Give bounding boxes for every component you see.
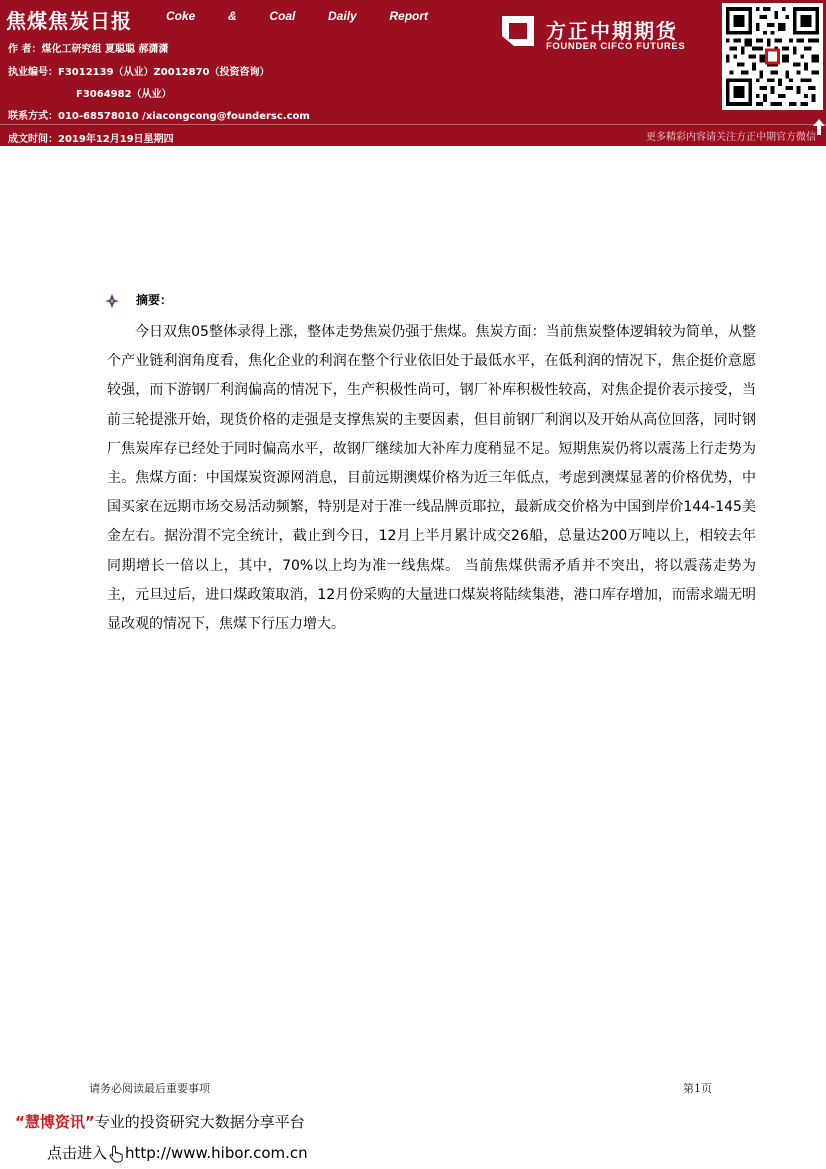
date-label: 成文时间：: [8, 134, 58, 145]
report-title: 焦煤焦炭日报: [6, 9, 132, 33]
hibor-brand: 慧博资讯: [24, 1113, 85, 1131]
license-value-1: F3012139（从业）Z0012870（投资咨询）: [58, 67, 270, 78]
date-value: 2019年12月19日星期四: [58, 134, 174, 145]
report-header: [0, 0, 826, 146]
hibor-link-line[interactable]: [47, 1142, 308, 1163]
hibor-url-link[interactable]: http://www.hibor.com.cn: [125, 1144, 308, 1162]
arrow-up-icon: [812, 118, 826, 136]
contact-line: [8, 107, 310, 122]
bullet-diamond-icon: [104, 294, 120, 308]
page-number: 第1页: [683, 1082, 712, 1095]
quote-close: ”: [84, 1113, 95, 1131]
quote-open: “: [15, 1113, 25, 1131]
license-value-2: F3064982（从业）: [76, 89, 172, 100]
header-divider: [0, 124, 826, 125]
contact-value[interactable]: 010-68578010 /xiacongcong@foundersc.com: [58, 111, 310, 122]
wechat-follow-text: 更多精彩内容请关注方正中期官方微信: [646, 132, 816, 143]
logo-text-zh: 方正中期期货: [546, 19, 678, 43]
hand-cursor-icon: [109, 1145, 123, 1163]
date-line: [8, 130, 174, 145]
logo-text-en: FOUNDER CIFCO FUTURES: [546, 41, 686, 52]
contact-label: 联系方式：: [8, 111, 58, 122]
founder-logo-icon: [500, 14, 536, 48]
wechat-qr-code[interactable]: [722, 3, 823, 110]
qr-code-icon: [726, 7, 819, 106]
disclaimer-notice: 请务必阅读最后重要事项: [89, 1082, 210, 1095]
hibor-slogan: [15, 1111, 305, 1132]
author-label: 作 者：: [8, 44, 42, 55]
author-value: 煤化工研究组 夏聪聪 郝潇潇: [41, 44, 169, 55]
summary-paragraph: 今日双焦05整体录得上涨，整体走势焦炭仍强于焦煤。焦炭方面：当前焦炭整体逻辑较为简单，从整个产业链利润角度看，焦化企业的利润在整个行业依旧处于最低水平，在低利润的情况下，焦企挺价意愿较强，而下游钢厂利润偏高的情况下，生产积极性尚可，钢厂补库积极性较高，对焦企提价表示接受，当前三轮提涨开始，现货价格的走强是支撑焦炭的主要因素，但目前钢厂利润以及开始从高位回落，同时钢厂焦炭库存已经处于同时偏高水平，故钢厂继续加大补库力度稍显不足。短期焦炭仍将以震荡上行走势为主。焦煤方面：中国煤炭资源网消息，目前远期澳煤价格为近三年低点，考虑到澳煤显著的价格优势，中国买家在远期市场交易活动频繁，特别是对于准一线品牌贡耶拉，最新成交价格为中国到岸价144-145美金左右。据汾渭不完全统计，截止到今日，12月上半月累计成交26船，总量达200万吨以上，相较去年同期增长一倍以上，其中，70%以上均为准一线焦煤。 当前焦煤供需矛盾并不突出，将以震荡走势为主，元旦过后，进口煤政策取消，12月份采购的大量进口煤炭将陆续集港，港口库存增加，而需求端无明显改观的情况下，焦煤下行压力增大。: [107, 324, 756, 633]
license-label: 执业编号：: [8, 67, 58, 78]
slogan-text: 专业的投资研究大数据分享平台: [94, 1113, 305, 1131]
license-line: [8, 63, 270, 78]
report-title-english: Coke & Coal Daily Report: [166, 9, 429, 23]
summary-heading: [104, 291, 172, 308]
author-line: [8, 40, 168, 55]
click-enter-label: 点击进入: [47, 1144, 108, 1162]
summary-label: 摘要：: [136, 293, 173, 307]
company-logo: [500, 14, 715, 54]
